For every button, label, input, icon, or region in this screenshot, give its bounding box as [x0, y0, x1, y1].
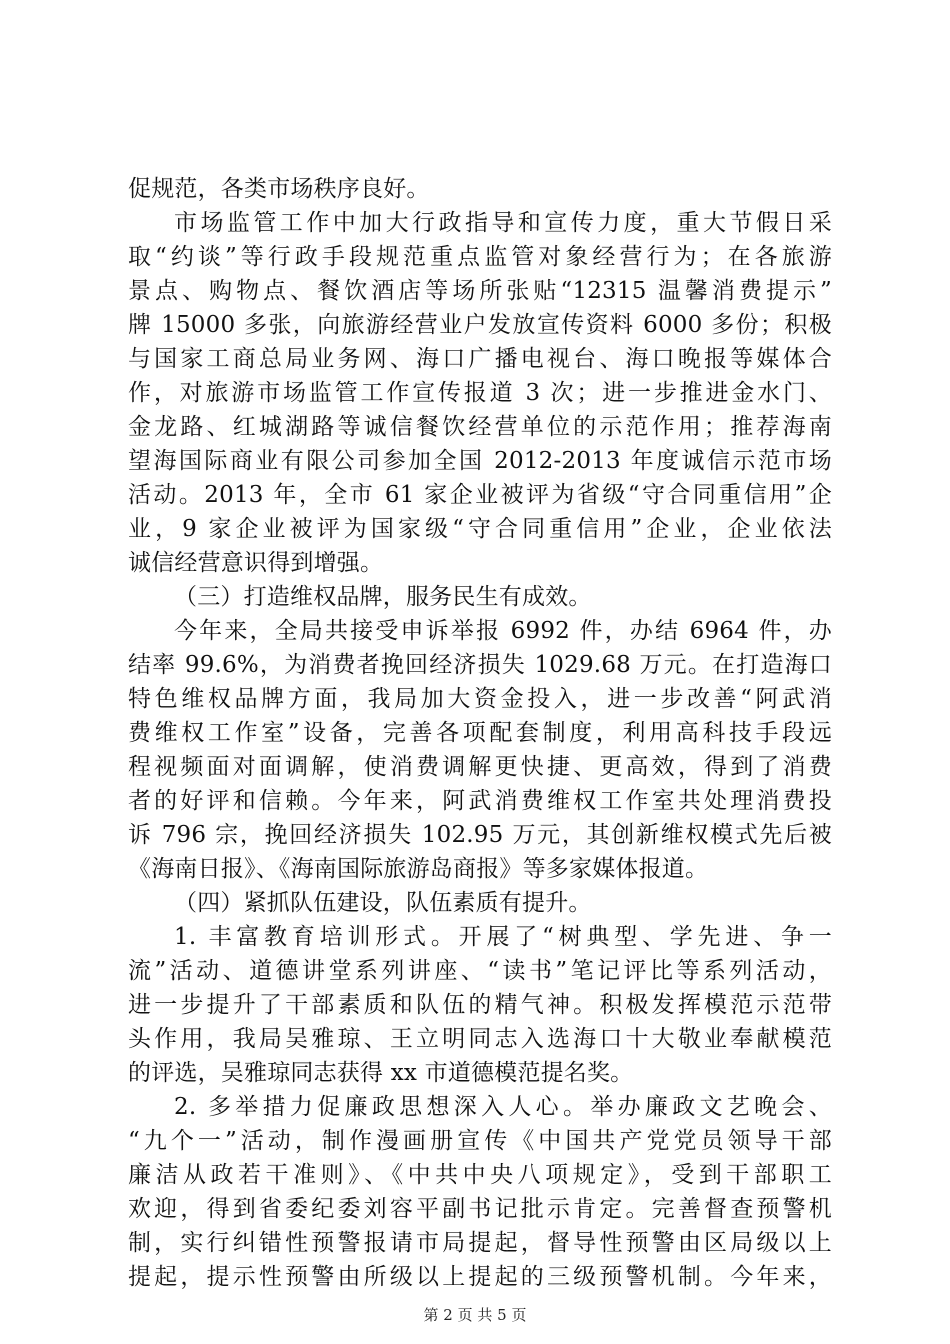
text-line: 特色维权品牌方面，我局加大资金投入，进一步改善“阿武消 — [128, 686, 832, 712]
text-line: 诚信经营意识得到增强。 — [128, 550, 384, 576]
text-line: 制，实行纠错性预警报请市局提起，督导性预警由区局级以上 — [128, 1230, 832, 1256]
text-line: 牌 15000 多张，向旅游经营业户发放宣传资料 6000 多份；积极 — [128, 312, 832, 338]
text-line: 活动。2013 年，全市 61 家企业被评为省级“守合同重信用”企 — [128, 482, 832, 508]
text-line: 促规范，各类市场秩序良好。 — [128, 176, 430, 202]
text-line: 市场监管工作中加大行政指导和宣传力度，重大节假日采 — [174, 210, 832, 236]
text-line: 廉洁从政若干准则》、《中共中央八项规定》，受到干部职工 — [128, 1162, 832, 1188]
text-line: 业，9 家企业被评为国家级“守合同重信用”企业，企业依法 — [128, 516, 832, 542]
text-line: 诉 796 宗，挽回经济损失 102.95 万元，其创新维权模式先后被 — [128, 822, 832, 848]
text-line: 流”活动、道德讲堂系列讲座、“读书”笔记评比等系列活动， — [128, 958, 832, 984]
text-line: （四）紧抓队伍建设，队伍素质有提升。 — [174, 890, 592, 916]
body-text — [128, 172, 832, 1294]
text-line: 《海南日报》、《海南国际旅游岛商报》等多家媒体报道。 — [128, 856, 709, 882]
text-line: 取“约谈”等行政手段规范重点监管对象经营行为；在各旅游 — [128, 244, 832, 270]
text-line: 今年来，全局共接受申诉举报 6992 件，办结 6964 件，办 — [174, 618, 832, 644]
text-line: 欢迎，得到省委纪委刘容平副书记批示肯定。完善督查预警机 — [128, 1196, 832, 1222]
text-line: 结率 99.6%，为消费者挽回经济损失 1029.68 万元。在打造海口 — [128, 652, 832, 678]
page-footer: 第 2 页 共 5 页 — [423, 1306, 527, 1324]
text-line: 费维权工作室”设备，完善各项配套制度，利用高科技手段远 — [128, 720, 832, 746]
text-line: 金龙路、红城湖路等诚信餐饮经营单位的示范作用；推荐海南 — [128, 414, 832, 440]
text-line: “九个一”活动，制作漫画册宣传《中国共产党党员领导干部 — [128, 1128, 832, 1154]
text-line: （三）打造维权品牌，服务民生有成效。 — [174, 584, 592, 610]
text-line: 与国家工商总局业务网、海口广播电视台、海口晚报等媒体合 — [128, 346, 832, 372]
text-line: 2. 多举措力促廉政思想深入人心。举办廉政文艺晚会、 — [174, 1094, 832, 1120]
text-line: 程视频面对面调解，使消费调解更快捷、更高效，得到了消费 — [128, 754, 832, 780]
text-line: 望海国际商业有限公司参加全国 2012-2013 年度诚信示范市场 — [128, 448, 832, 474]
text-line: 者的好评和信赖。今年来，阿武消费维权工作室共处理消费投 — [128, 788, 832, 814]
text-line: 提起，提示性预警由所级以上提起的三级预警机制。今年来， — [128, 1264, 832, 1290]
text-line: 的评选，吴雅琼同志获得 xx 市道德模范提名奖。 — [128, 1060, 634, 1086]
text-line: 1. 丰富教育培训形式。开展了“树典型、学先进、争一 — [174, 924, 832, 950]
text-line: 景点、购物点、餐饮酒店等场所张贴“12315 温馨消费提示” — [128, 278, 832, 304]
text-line: 作，对旅游市场监管工作宣传报道 3 次；进一步推进金水门、 — [128, 380, 832, 406]
text-line: 头作用，我局吴雅琼、王立明同志入选海口十大敬业奉献模范 — [128, 1026, 832, 1052]
text-line: 进一步提升了干部素质和队伍的精气神。积极发挥模范示范带 — [128, 992, 832, 1018]
